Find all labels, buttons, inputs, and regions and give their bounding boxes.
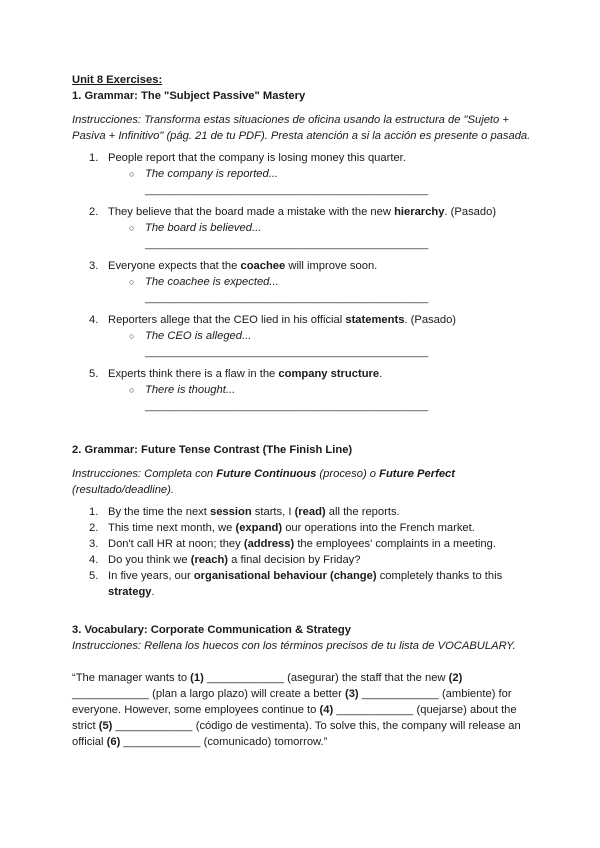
exercise-2-item: [72, 520, 532, 536]
gap-blank: ____________: [72, 688, 150, 700]
item-keyword: session: [209, 506, 252, 518]
para-text: (ambiente) for everyone. However, some employees continue to: [72, 688, 512, 716]
item-text: Reporters allege that the CEO lied in his official: [108, 314, 346, 326]
item-text: the employees' complaints in a meeting.: [294, 538, 496, 550]
answer-line: _______________________________________________: [145, 400, 429, 412]
para-text: (código de vestimenta). To solve this, the company will release an official: [72, 720, 521, 748]
section-2-title: 2. Grammar: Future Tense Contrast (The Finish Line): [72, 444, 353, 456]
item-number: 3.: [89, 260, 99, 272]
circle-bullet-icon: ○: [129, 169, 135, 179]
exercise-2-item: [72, 568, 532, 600]
para-text: (asegurar) the staff that the new: [284, 672, 449, 684]
exercise-1-item: [72, 204, 532, 252]
item-text-end: . (Pasado): [404, 314, 457, 326]
item-hint: The board is believed...: [145, 222, 262, 234]
answer-line: _______________________________________________: [145, 238, 429, 250]
item-text: This time next month, we: [108, 522, 236, 534]
answer-line: _______________________________________________: [145, 184, 429, 196]
item-verb: (change): [329, 570, 377, 582]
exercise-1-item: [72, 366, 532, 414]
document-page: [72, 72, 532, 750]
section-1-instructions: Instrucciones: Transforma estas situaciones de oficina usando la estructura de "Sujeto + Pasiva + Infinitivo" (pág. 21 de tu PDF). Presta atención a si la acción es presente o pasada.: [72, 114, 531, 142]
instr-keyword: Future Continuous: [216, 468, 317, 480]
item-number: 2.: [89, 522, 99, 534]
item-text: .: [151, 586, 155, 598]
para-text: (comunicado) tomorrow.”: [200, 736, 328, 748]
item-keyword: organisational behaviour: [193, 570, 327, 582]
gap-blank: ____________: [336, 704, 414, 716]
item-text-end: . (Pasado): [444, 206, 497, 218]
item-number: 5.: [89, 368, 99, 380]
item-text: In five years, our: [108, 570, 194, 582]
gap-number: (2): [448, 672, 463, 684]
instr-text: Instrucciones: Completa con: [72, 468, 217, 480]
item-text: People report that the company is losing money this quarter.: [108, 152, 406, 164]
item-text: our operations into the French market.: [282, 522, 475, 534]
gap-number: (4): [319, 704, 334, 716]
item-text: completely thanks to this: [376, 570, 503, 582]
item-text: Do you think we: [108, 554, 191, 566]
circle-bullet-icon: ○: [129, 277, 135, 287]
item-hint: The CEO is alleged...: [145, 330, 252, 342]
section-1-list: [72, 150, 532, 414]
item-number: 3.: [89, 538, 99, 550]
section-3-instructions: Instrucciones: Rellena los huecos con los términos precisos de tu lista de VOCABULARY.: [72, 640, 516, 652]
exercise-2-item: [72, 504, 532, 520]
circle-bullet-icon: ○: [129, 331, 135, 341]
item-number: 2.: [89, 206, 99, 218]
item-text: all the reports.: [325, 506, 400, 518]
para-text: (quejarse) about the strict: [72, 704, 517, 732]
gap-blank: ____________: [361, 688, 439, 700]
gap-blank: ____________: [206, 672, 285, 684]
para-text: “The manager wants to: [72, 672, 191, 684]
item-text: Don't call HR at noon; they: [108, 538, 244, 550]
exercise-2-item: [72, 536, 532, 552]
instr-keyword: Future Perfect: [379, 468, 455, 480]
item-text: Experts think there is a flaw in the: [108, 368, 279, 380]
item-verb: (address): [243, 538, 295, 550]
answer-line: _______________________________________________: [145, 346, 429, 358]
section-1-title: 1. Grammar: The "Subject Passive" Mastery: [72, 90, 306, 102]
item-keyword: strategy: [108, 586, 152, 598]
section-2-instructions: [72, 466, 532, 498]
instr-text: (resultado/deadline).: [72, 484, 174, 496]
vocabulary-paragraph: [72, 670, 532, 750]
gap-blank: ____________: [115, 720, 193, 732]
para-text: (plan a largo plazo) will create a better: [149, 688, 345, 700]
gap-number: (3): [344, 688, 359, 700]
item-text: By the time the next: [108, 506, 210, 518]
gap-number: (5): [98, 720, 113, 732]
item-text: They believe that the board made a mistake with the new: [108, 206, 395, 218]
item-number: 4.: [89, 554, 99, 566]
item-verb: (reach): [190, 554, 229, 566]
circle-bullet-icon: ○: [129, 385, 135, 395]
exercise-2-item: [72, 552, 532, 568]
section-3-title: 3. Vocabulary: Corporate Communication & Strategy: [72, 624, 351, 636]
exercise-1-item: [72, 312, 532, 360]
item-hint: There is thought...: [145, 384, 236, 396]
section-2-list: [72, 504, 532, 600]
item-text: Everyone expects that the: [108, 260, 241, 272]
item-hint: The coachee is expected...: [145, 276, 279, 288]
item-keyword: hierarchy: [394, 206, 445, 218]
item-number: 1.: [89, 152, 99, 164]
gap-number: (6): [106, 736, 121, 748]
item-number: 4.: [89, 314, 99, 326]
item-keyword: company structure: [278, 368, 380, 380]
item-keyword: statements: [345, 314, 405, 326]
gap-number: (1): [190, 672, 204, 684]
item-text: starts, I: [251, 506, 295, 518]
item-number: 5.: [89, 570, 99, 582]
exercise-1-item: [72, 150, 532, 198]
item-text-end: will improve soon.: [285, 260, 378, 272]
item-keyword: coachee: [240, 260, 286, 272]
instr-text: (proceso) o: [316, 468, 380, 480]
item-verb: (expand): [235, 522, 283, 534]
gap-blank: ____________: [123, 736, 201, 748]
answer-line: _______________________________________________: [145, 292, 429, 304]
exercise-1-item: [72, 258, 532, 306]
item-text: a final decision by Friday?: [228, 554, 361, 566]
item-text-end: .: [379, 368, 383, 380]
item-verb: (read): [294, 506, 326, 518]
item-hint: The company is reported...: [145, 168, 279, 180]
unit-title: Unit 8 Exercises:: [72, 74, 163, 86]
circle-bullet-icon: ○: [129, 223, 135, 233]
item-number: 1.: [89, 506, 99, 518]
